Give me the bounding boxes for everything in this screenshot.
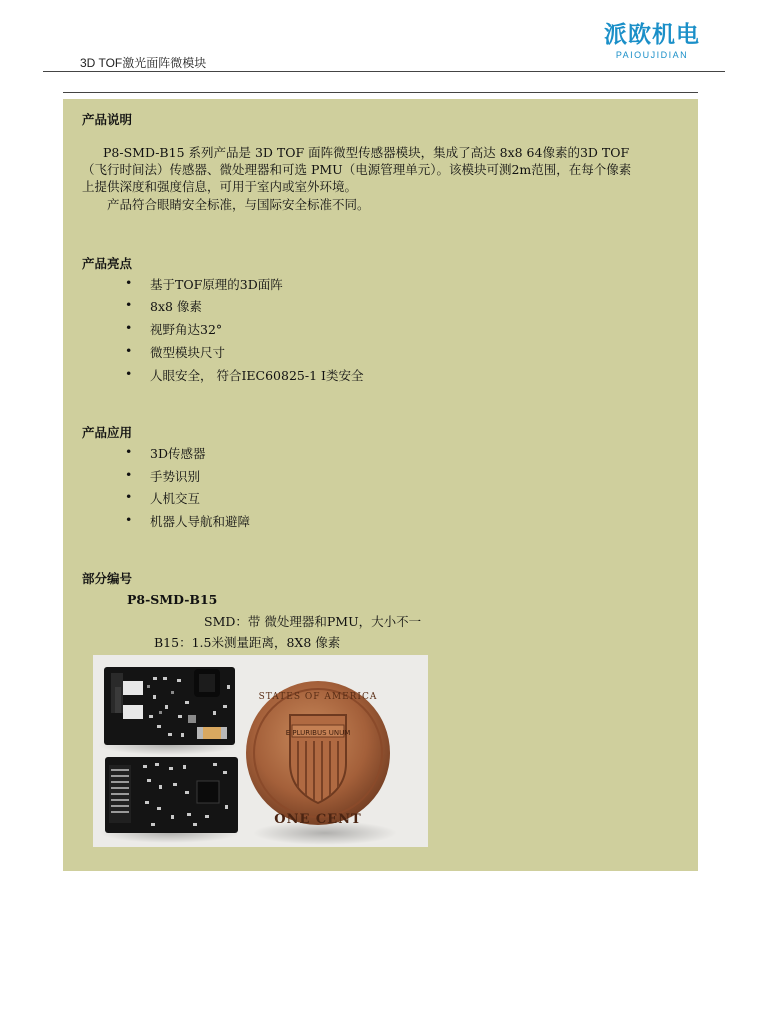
part-number-b15-note: B15：1.5米测量距离，8X8 像素 xyxy=(154,635,341,650)
content-top-divider xyxy=(63,92,698,93)
application-text: 机器人导航和避障 xyxy=(150,514,251,529)
bullet-icon: • xyxy=(125,489,133,504)
application-text: 手势识别 xyxy=(150,469,201,484)
sensor-module-board-bottom xyxy=(100,757,240,843)
header-divider xyxy=(43,71,725,72)
bullet-icon: • xyxy=(125,467,133,482)
bullet-icon: • xyxy=(125,297,133,312)
highlight-text: 8x8 像素 xyxy=(150,299,202,314)
product-photo xyxy=(93,655,428,847)
document-title: 3D TOF激光面阵微模块 xyxy=(80,56,207,70)
highlight-text: 微型模块尺寸 xyxy=(150,345,226,360)
bullet-icon: • xyxy=(125,343,133,358)
part-number-smd-note: SMD：带 微处理器和PMU，大小不一 xyxy=(204,614,422,629)
highlight-text: 视野角达32° xyxy=(150,322,223,337)
part-number-code: P8-SMD-B15 xyxy=(127,592,218,607)
highlight-text: 基于TOF原理的3D面阵 xyxy=(150,277,283,292)
bullet-icon: • xyxy=(125,512,133,527)
application-text: 3D传感器 xyxy=(150,446,206,461)
bullet-icon: • xyxy=(125,366,133,381)
bullet-icon: • xyxy=(125,444,133,459)
coin-rim-text: STATES OF AMERICA xyxy=(258,692,378,702)
description-line-1: P8-SMD-B15 系列产品是 3D TOF 面阵微型传感器模块，集成了高达 8x8 64像素的3D TOF xyxy=(103,145,630,160)
description-line-4: 产品符合眼睛安全标准，与国际安全标准不同。 xyxy=(107,197,370,212)
description-line-2: （飞行时间法）传感器、微处理器和可选 PMU（电源管理单元）。该模块可测2m范围，在每个像素 xyxy=(82,162,632,177)
application-text: 人机交互 xyxy=(150,491,201,506)
one-cent-coin xyxy=(246,681,397,845)
bullet-icon: • xyxy=(125,320,133,335)
bullet-icon: • xyxy=(125,275,133,290)
sensor-module-board-top xyxy=(98,667,238,755)
product-photo-illustration xyxy=(93,655,428,847)
highlights-heading: 产品亮点 xyxy=(82,256,133,271)
highlight-text: 人眼安全， 符合IEC60825-1 I类安全 xyxy=(150,368,364,383)
applications-heading: 产品应用 xyxy=(82,425,133,440)
coin-banner-text: E PLURIBUS UNUM xyxy=(285,729,351,737)
logo-english-name: PAIOUJIDIAN xyxy=(615,50,689,60)
coin-value-text: ONE CENT xyxy=(274,812,362,827)
company-logo xyxy=(600,20,704,64)
description-heading: 产品说明 xyxy=(82,112,133,127)
part-number-heading: 部分编号 xyxy=(82,571,133,586)
logo-chinese-name: 派欧机电 xyxy=(604,22,700,48)
description-line-3: 上提供深度和强度信息，可用于室内或室外环境。 xyxy=(82,179,358,194)
